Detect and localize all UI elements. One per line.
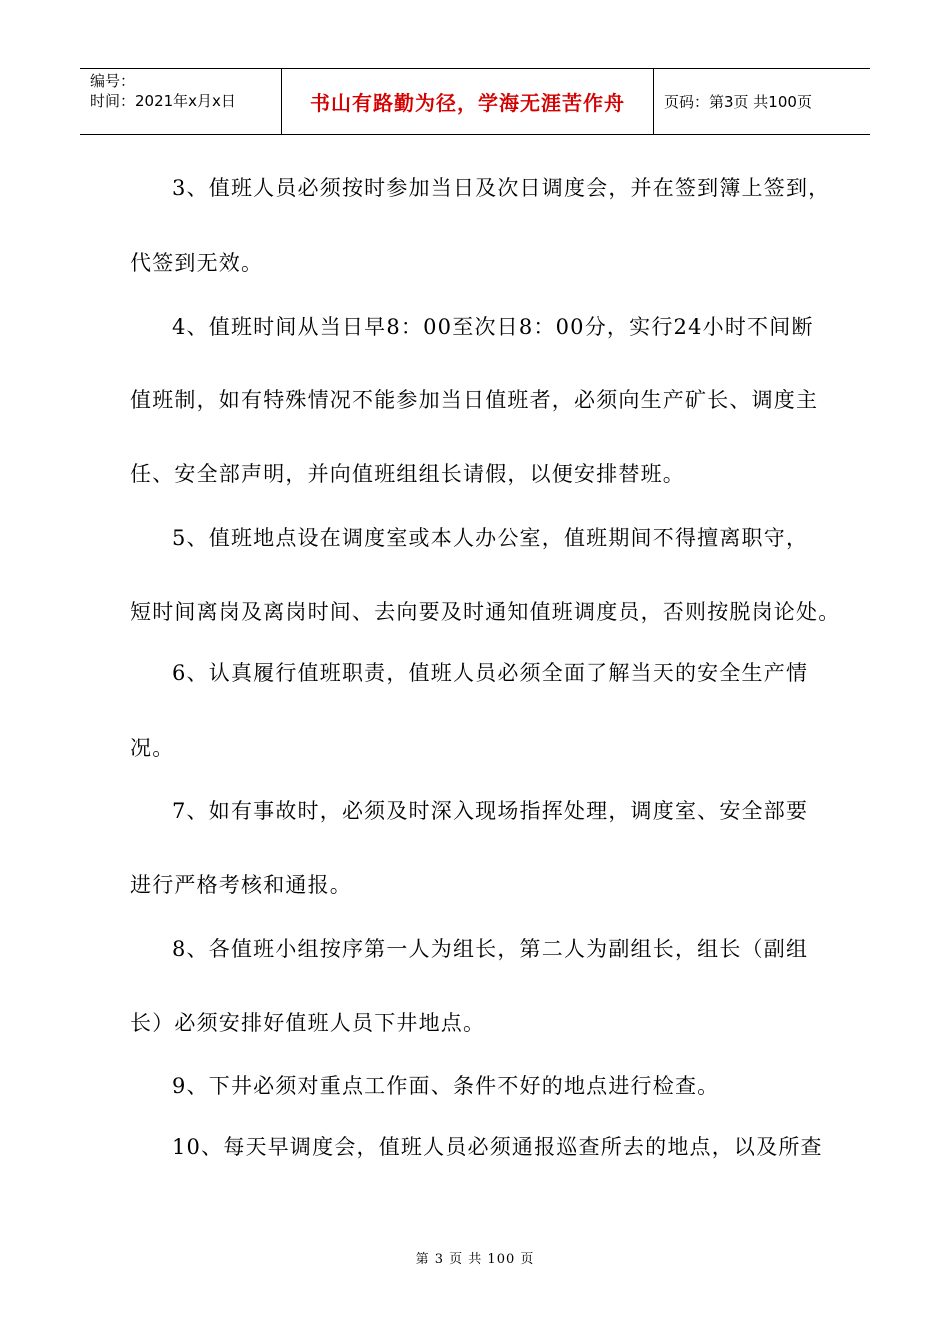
header-meta [80, 69, 282, 134]
body-line: 6、认真履行值班职责，值班人员必须全面了解当天的安全生产情 [172, 661, 809, 685]
body-line: 3、值班人员必须按时参加当日及次日调度会，并在签到簿上签到， [172, 176, 831, 200]
body-line: 长）必须安排好值班人员下井地点。 [130, 1011, 486, 1035]
body-line: 代签到无效。 [130, 251, 264, 275]
body-line: 任、安全部声明，并向值班组组长请假，以便安排替班。 [130, 462, 685, 486]
body-line: 值班制，如有特殊情况不能参加当日值班者，必须向生产矿长、调度主 [130, 388, 819, 412]
body-line: 进行严格考核和通报。 [130, 873, 352, 897]
document-date: 时间：2021年x月x日 [90, 92, 236, 110]
body-line: 8、各值班小组按序第一人为组长，第二人为副组长，组长（副组 [172, 937, 809, 961]
body-line: 况。 [130, 736, 175, 760]
body-line: 9、下井必须对重点工作面、条件不好的地点进行检查。 [172, 1074, 720, 1098]
body-line: 10、每天早调度会，值班人员必须通报巡查所去的地点，以及所查 [172, 1135, 823, 1159]
header-page-number: 页码：第3页 共100页 [664, 93, 812, 111]
body-line: 短时间离岗及离岗时间、去向要及时通知值班调度员，否则按脱岗论处。 [130, 600, 841, 624]
page-header [80, 68, 870, 135]
body-line: 5、值班地点设在调度室或本人办公室，值班期间不得擅离职守， [172, 526, 809, 550]
body-line: 7、如有事故时，必须及时深入现场指挥处理，调度室、安全部要 [172, 799, 809, 823]
body-line: 4、值班时间从当日早8：00至次日8：00分，实行24小时不间断 [172, 315, 814, 339]
header-motto: 书山有路勤为径，学海无涯苦作舟 [282, 69, 654, 134]
page-footer: 第 3 页 共 100 页 [415, 1252, 535, 1267]
document-number-label: 编号： [90, 72, 136, 90]
